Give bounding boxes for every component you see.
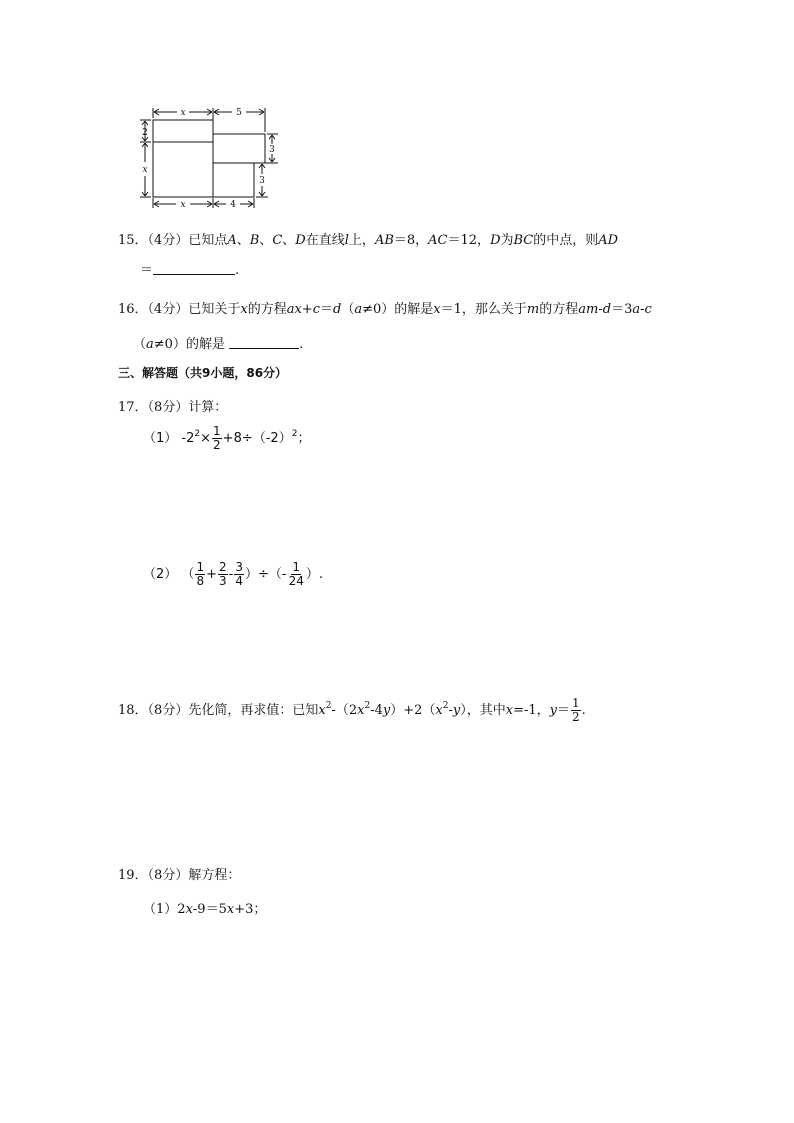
q16-text: 已知关于 [188, 302, 241, 317]
label-top-5: 5 [236, 108, 242, 118]
fraction-numerator: 1 [572, 696, 580, 710]
q17-p2-fraction [218, 561, 228, 588]
q18-var: x [318, 703, 326, 718]
question-17 [118, 396, 227, 415]
fraction-denominator: 3 [218, 574, 227, 588]
q15-text: ＝8， [393, 233, 429, 248]
q16-var: am [578, 302, 599, 317]
q15-text: 上， [348, 233, 375, 248]
fraction-numerator: 1 [292, 560, 301, 574]
question-16-line2 [133, 333, 303, 352]
q17-p1-exponent: 2 [291, 429, 298, 439]
q18-var: x [435, 703, 443, 718]
q16-var: c [644, 302, 652, 317]
q16-text: - [640, 302, 645, 317]
q19-p1-label: （1） [143, 902, 178, 917]
q16-text: （ [133, 337, 147, 352]
q16-var: a [632, 302, 641, 317]
q17-p2-expr: - [228, 567, 234, 582]
q17-p2-expr: + [206, 567, 217, 582]
q15-text: 的中点，则 [533, 233, 599, 248]
rect-right-bottom [213, 163, 254, 197]
q15-text: 已知点 [188, 233, 228, 248]
q16-answer-blank[interactable] [229, 336, 299, 349]
fraction-numerator: 3 [235, 560, 243, 574]
q16-text: . [299, 337, 304, 352]
q19-var: x [226, 902, 235, 917]
q18-text: -4 [370, 703, 383, 718]
q16-text: ＝ [319, 302, 333, 317]
q18-text: =-1， [513, 703, 550, 718]
q18-fraction [571, 697, 581, 724]
q17-p2-fraction [288, 561, 305, 588]
q15-var: B [249, 233, 260, 248]
q17-p2-expr: ）÷（- [244, 567, 287, 582]
q18-exponent: 2 [364, 701, 371, 711]
q17-p2-fraction [195, 561, 205, 588]
q17-p2-label: （2） [143, 567, 178, 582]
q17-p1-expr: +8÷（-2） [222, 431, 292, 446]
q16-number: 16．（4分） [118, 302, 189, 317]
rect-top-left [153, 120, 213, 142]
q16-var: a [354, 302, 363, 317]
q15-var: D [490, 233, 501, 248]
section-3-title: 三、解答题（共9小题，86分） [118, 366, 288, 380]
q18-number: 18．（8分） [118, 703, 189, 718]
q16-text: 的解是 [394, 302, 434, 317]
q16-text: ＝1，那么关于 [440, 302, 527, 317]
q18-var: x [505, 703, 514, 718]
q19-p1-expr: 2 [177, 902, 186, 917]
q16-var: x [240, 302, 248, 317]
label-left-2: 2 [142, 128, 148, 138]
q17-part-2 [143, 561, 323, 588]
q17-number: 17．（8分） [118, 400, 189, 415]
q16-text: （ [341, 302, 355, 317]
question-15 [118, 229, 618, 248]
q17-p1-label: （1） [143, 431, 178, 446]
q18-text: - [448, 703, 453, 718]
q16-text: 的解是 [185, 337, 225, 352]
rect-right-middle [213, 134, 265, 163]
q15-text: 、 [282, 233, 296, 248]
q18-var: y [549, 703, 557, 718]
q15-answer-blank[interactable] [153, 262, 235, 275]
q18-text: ）+2（ [390, 703, 436, 718]
rect-left-x [153, 142, 213, 197]
q17-p1-expr: ； [297, 431, 311, 446]
label-right-3b: 3 [259, 176, 265, 186]
q18-text: ），其中 [460, 703, 506, 718]
q17-p2-expr: ）. [305, 567, 323, 582]
q15-var: AB [374, 233, 394, 248]
q15-var: l [344, 233, 349, 248]
q18-var: y [382, 703, 391, 718]
q17-p2-fraction [234, 561, 244, 588]
q16-var: a [146, 337, 154, 352]
q18-text: 先化简，再求值：已知 [188, 703, 319, 718]
q17-p1-fraction [212, 425, 222, 452]
q17-part-1 [143, 425, 310, 452]
q15-var: D [295, 233, 306, 248]
fraction-numerator: 1 [196, 560, 205, 574]
q16-var: d [333, 302, 342, 317]
q16-var: ax [286, 302, 302, 317]
q15-text: 在直线 [305, 233, 345, 248]
q19-var: x [185, 902, 193, 917]
q15-text: ＝12， [447, 233, 491, 248]
q18-text: -（2 [331, 703, 358, 718]
q17-p1-exponent: 2 [194, 429, 201, 439]
q18-text: . [581, 703, 586, 718]
fraction-numerator: 1 [213, 424, 221, 438]
q16-var: m [526, 302, 540, 317]
q18-exponent: 2 [442, 701, 449, 711]
question-16 [118, 298, 652, 317]
fraction-numerator: 2 [218, 560, 227, 574]
question-19 [118, 864, 240, 883]
q19-text: 解方程： [188, 868, 241, 883]
rectangle-dimension-figure [132, 102, 282, 214]
q16-text: + [301, 302, 313, 317]
fraction-denominator: 2 [213, 438, 221, 452]
fraction-denominator: 4 [235, 574, 243, 588]
q16-var: x [433, 302, 441, 317]
q16-var: d [602, 302, 612, 317]
label-bottom-x: x [180, 200, 186, 210]
q17-p1-expr: × [200, 431, 212, 446]
q16-text: 的方程 [247, 302, 287, 317]
q19-p1-expr: +3； [234, 902, 267, 917]
q16-var: c [312, 302, 320, 317]
q16-text: - [598, 302, 603, 317]
q16-text: 的方程 [539, 302, 579, 317]
q16-text: ≠0） [362, 302, 395, 317]
q17-text: 计算： [188, 400, 228, 415]
q19-number: 19．（8分） [118, 868, 189, 883]
question-15-line2 [140, 259, 239, 278]
q15-text: 、 [259, 233, 273, 248]
fraction-denominator: 8 [196, 574, 205, 588]
q17-p1-expr: -2 [181, 431, 195, 446]
fraction-denominator: 2 [572, 710, 580, 724]
q19-part-1 [143, 898, 266, 917]
q15-var: BC [513, 233, 534, 248]
question-18 [118, 697, 586, 724]
q17-p2-expr: （ [181, 567, 195, 582]
q15-var: C [272, 233, 283, 248]
label-top-x: x [180, 108, 186, 118]
q18-exponent: 2 [325, 701, 332, 711]
q15-var: AD [598, 233, 619, 248]
q18-var: y [452, 703, 461, 718]
label-bottom-4: 4 [230, 200, 236, 210]
q15-text: 为 [500, 233, 514, 248]
label-left-x: x [142, 165, 148, 175]
q15-text: . [235, 263, 240, 278]
q15-number: 15．（4分） [118, 233, 189, 248]
q15-var: AC [428, 233, 448, 248]
label-right-3a: 3 [269, 145, 275, 155]
q19-p1-expr: -9＝5 [192, 902, 227, 917]
q16-text: ≠0） [153, 337, 186, 352]
q15-text: 、 [236, 233, 250, 248]
q15-text: ＝ [140, 263, 154, 278]
fraction-denominator: 24 [288, 574, 304, 588]
q18-var: x [357, 703, 365, 718]
q16-text: ＝3 [611, 302, 633, 317]
q15-var: A [227, 233, 237, 248]
q18-text: ＝ [557, 703, 571, 718]
